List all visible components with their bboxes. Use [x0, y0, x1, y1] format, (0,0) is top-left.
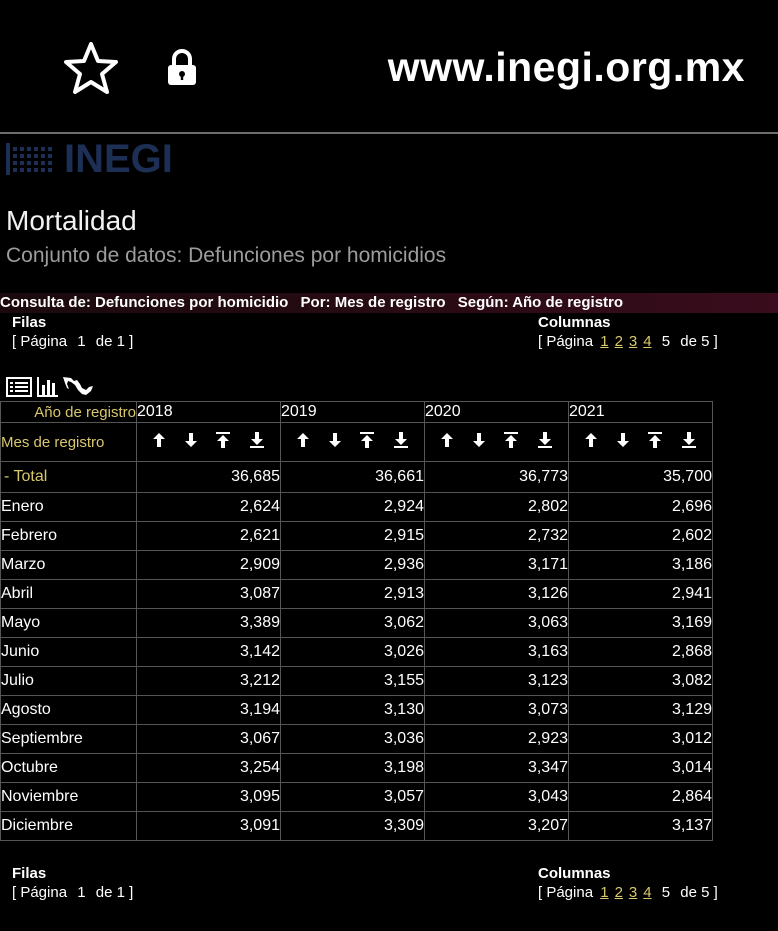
columnas-page-link-4[interactable]: 4 [643, 333, 652, 350]
table-cell: 2,802 [425, 493, 569, 522]
inegi-logo[interactable] [6, 137, 173, 181]
row-label: Octubre [1, 754, 137, 783]
query-consulta: Consulta de: Defunciones por homicidio [0, 294, 289, 311]
table-cell: 3,309 [281, 812, 425, 841]
table-cell: 3,067 [137, 725, 281, 754]
sort-controls [281, 423, 425, 462]
table-cell: 3,207 [425, 812, 569, 841]
table-cell: 3,063 [425, 609, 569, 638]
bookmark-star-icon[interactable] [62, 40, 120, 98]
table-row [1, 493, 713, 522]
table-cell: 36,773 [425, 462, 569, 493]
table-cell: 3,194 [137, 696, 281, 725]
year-header: 2019 [281, 402, 425, 423]
table-cell: 36,661 [281, 462, 425, 493]
table-cell: 3,095 [137, 783, 281, 812]
table-cell: 2,909 [137, 551, 281, 580]
query-description [0, 293, 778, 313]
table-row [1, 551, 713, 580]
row-label: Agosto [1, 696, 137, 725]
sort-to-top-icon[interactable] [215, 432, 231, 453]
sort-ascending-icon[interactable] [152, 432, 166, 453]
table-cell: 3,062 [281, 609, 425, 638]
filas-current-page: 1 [77, 333, 86, 350]
table-cell: 3,091 [137, 812, 281, 841]
data-table [0, 401, 713, 841]
table-cell: 35,700 [569, 462, 713, 493]
table-cell: 3,130 [281, 696, 425, 725]
year-header: 2020 [425, 402, 569, 423]
sort-descending-icon[interactable] [616, 432, 630, 453]
columnas-page-link-2[interactable]: 2 [614, 333, 623, 350]
row-header-label: Mes de registro [1, 423, 137, 462]
sort-descending-icon[interactable] [472, 432, 486, 453]
sort-to-top-icon[interactable] [503, 432, 519, 453]
table-cell: 3,087 [137, 580, 281, 609]
row-label: Septiembre [1, 725, 137, 754]
total-row-label[interactable]: - Total [1, 462, 137, 493]
total-row [1, 462, 713, 493]
columnas-current-page: 5 [661, 333, 671, 350]
filas-pager-top [12, 314, 133, 350]
table-cell: 2,732 [425, 522, 569, 551]
table-row [1, 580, 713, 609]
sort-to-bottom-icon[interactable] [249, 432, 265, 453]
map-view-icon[interactable] [62, 375, 94, 397]
sort-to-bottom-icon[interactable] [393, 432, 409, 453]
row-label: Enero [1, 493, 137, 522]
logo-mark-icon [6, 141, 58, 177]
table-cell: 3,073 [425, 696, 569, 725]
row-label: Marzo [1, 551, 137, 580]
table-cell: 2,864 [569, 783, 713, 812]
columnas-page-suffix: de 5 ] [680, 333, 718, 350]
sort-ascending-icon[interactable] [584, 432, 598, 453]
columnas-page-suffix: de 5 ] [680, 884, 718, 901]
table-row [1, 522, 713, 551]
columnas-page-link-3[interactable]: 3 [628, 333, 638, 350]
table-cell: 2,696 [569, 493, 713, 522]
table-row [1, 725, 713, 754]
columnas-page-prefix: [ Página [538, 884, 594, 901]
table-cell: 2,941 [569, 580, 713, 609]
row-label: Mayo [1, 609, 137, 638]
year-header: 2021 [569, 402, 713, 423]
view-toolbar [6, 375, 94, 397]
table-cell: 2,913 [281, 580, 425, 609]
table-cell: 2,924 [281, 493, 425, 522]
table-cell: 2,915 [281, 522, 425, 551]
table-cell: 3,347 [425, 754, 569, 783]
query-segun: Según: Año de registro [457, 294, 624, 311]
sort-to-top-icon[interactable] [359, 432, 375, 453]
filas-current-page: 1 [77, 884, 86, 901]
filas-label: Filas [12, 314, 47, 331]
page-title: Mortalidad [6, 205, 137, 236]
columnas-label: Columnas [538, 865, 611, 882]
chart-view-icon[interactable] [36, 377, 58, 397]
filas-page-suffix: de 1 ] [95, 884, 134, 901]
table-cell: 3,169 [569, 609, 713, 638]
table-row [1, 609, 713, 638]
table-cell: 3,155 [281, 667, 425, 696]
query-por: Por: Mes de registro [300, 294, 446, 311]
row-label: Julio [1, 667, 137, 696]
table-cell: 2,868 [569, 638, 713, 667]
columnas-page-link-1[interactable]: 1 [600, 333, 609, 350]
table-cell: 3,129 [569, 696, 713, 725]
columnas-current-page: 5 [661, 884, 671, 901]
sort-ascending-icon[interactable] [296, 432, 310, 453]
row-label: Abril [1, 580, 137, 609]
table-cell: 2,936 [281, 551, 425, 580]
columnas-page-link-3[interactable]: 3 [628, 884, 638, 901]
table-cell: 3,057 [281, 783, 425, 812]
columnas-page-prefix: [ Página [538, 333, 594, 350]
filas-label: Filas [12, 865, 47, 882]
columnas-pager-bottom [538, 865, 718, 901]
table-cell: 36,685 [137, 462, 281, 493]
table-cell: 2,624 [137, 493, 281, 522]
table-cell: 3,014 [569, 754, 713, 783]
table-cell: 3,254 [137, 754, 281, 783]
table-cell: 2,602 [569, 522, 713, 551]
table-cell: 3,137 [569, 812, 713, 841]
table-cell: 3,126 [425, 580, 569, 609]
table-cell: 3,142 [137, 638, 281, 667]
year-header: 2018 [137, 402, 281, 423]
sort-controls [425, 423, 569, 462]
table-cell: 3,212 [137, 667, 281, 696]
sort-controls [569, 423, 713, 462]
table-cell: 3,163 [425, 638, 569, 667]
table-row [1, 638, 713, 667]
table-cell: 3,186 [569, 551, 713, 580]
lock-icon[interactable] [166, 49, 198, 87]
sort-to-bottom-icon[interactable] [681, 432, 697, 453]
table-row [1, 667, 713, 696]
sort-descending-icon[interactable] [328, 432, 342, 453]
year-header-label: Año de registro [1, 402, 137, 423]
filas-page-prefix: [ Página [12, 333, 68, 350]
columnas-page-link-4[interactable]: 4 [643, 884, 652, 901]
url-bar[interactable]: www.inegi.org.mx [387, 44, 745, 90]
filas-page-suffix: de 1 ] [95, 333, 134, 350]
filas-pager-bottom [12, 865, 133, 901]
table-cell: 3,389 [137, 609, 281, 638]
year-header-row [1, 402, 713, 423]
sort-row [1, 423, 713, 462]
sort-to-top-icon[interactable] [647, 432, 663, 453]
sort-descending-icon[interactable] [184, 432, 198, 453]
table-row [1, 812, 713, 841]
row-label: Noviembre [1, 783, 137, 812]
sort-ascending-icon[interactable] [440, 432, 454, 453]
table-cell: 2,923 [425, 725, 569, 754]
page-subtitle: Conjunto de datos: Defunciones por homicidios [6, 244, 447, 267]
filas-page-prefix: [ Página [12, 884, 68, 901]
columnas-page-link-2[interactable]: 2 [614, 884, 623, 901]
table-cell: 2,621 [137, 522, 281, 551]
columnas-page-link-1[interactable]: 1 [600, 884, 609, 901]
table-cell: 3,123 [425, 667, 569, 696]
table-cell: 3,012 [569, 725, 713, 754]
table-cell: 3,171 [425, 551, 569, 580]
table-view-icon[interactable] [6, 377, 32, 397]
row-label: Junio [1, 638, 137, 667]
columnas-label: Columnas [538, 314, 611, 331]
row-label: Febrero [1, 522, 137, 551]
table-cell: 3,082 [569, 667, 713, 696]
table-cell: 3,043 [425, 783, 569, 812]
table-cell: 3,198 [281, 754, 425, 783]
table-cell: 3,026 [281, 638, 425, 667]
columnas-pager-top [538, 314, 718, 350]
logo-text: INEGI [64, 137, 173, 181]
sort-to-bottom-icon[interactable] [537, 432, 553, 453]
table-row [1, 696, 713, 725]
table-cell: 3,036 [281, 725, 425, 754]
table-row [1, 754, 713, 783]
row-label: Diciembre [1, 812, 137, 841]
table-row [1, 783, 713, 812]
browser-topbar [0, 0, 778, 134]
sort-controls [137, 423, 281, 462]
